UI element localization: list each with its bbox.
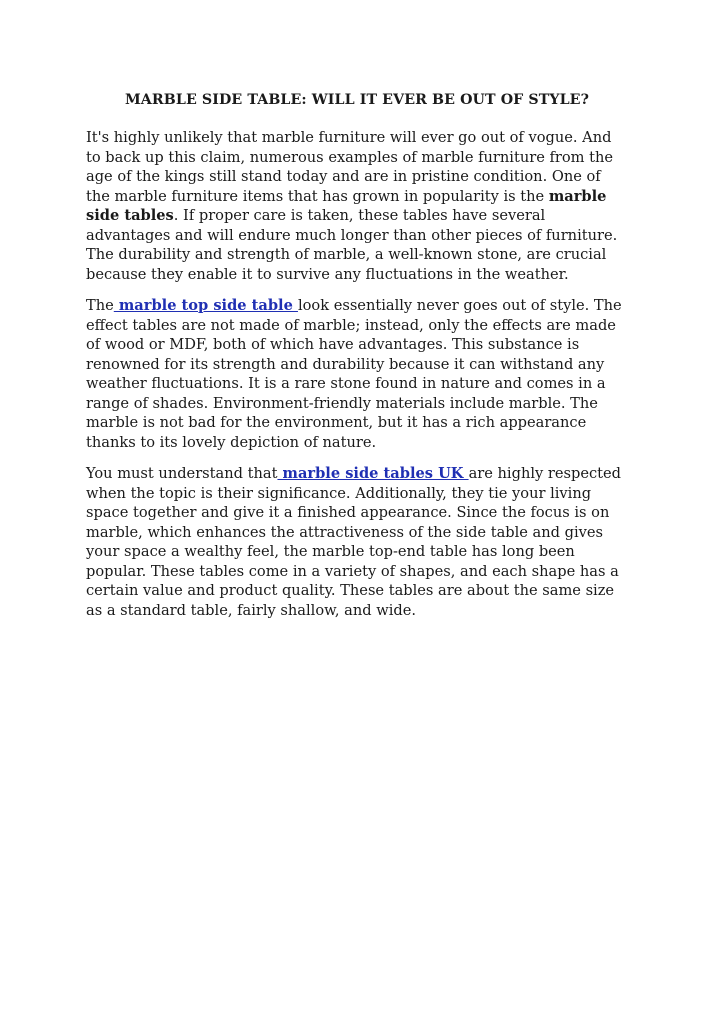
- document-title: MARBLE SIDE TABLE: WILL IT EVER BE OUT OF STYLE?: [124, 92, 590, 108]
- paragraph-1-text-after: . If proper care is taken, these tables have several advantages and will endure much longer than other pieces of furniture. The durability and strength of marble, a well-known stone, are crucial because they enable it to survive any fluctuations in the weather.: [86, 207, 618, 283]
- paragraph-3: [86, 464, 628, 620]
- paragraph-3-text-after: are highly respected when the topic is their significance. Additionally, they tie your living space together and give it a finished appearance. Since the focus is on marble, which enhances the attractiveness of the side table and gives your space a wealthy feel, the marble top-end table has long been popular. These tables come in a variety of shapes, and each shape has a certain value and product quality. These tables are about the same size as a standard table, fairly shallow, and wide.: [86, 465, 621, 619]
- paragraph-1-text-before: It's highly unlikely that marble furniture will ever go out of vogue. And to back up this claim, numerous examples of marble furniture from the age of the kings still stand today and are in pristine condition. One of the marble furniture items that has grown in popularity is the: [86, 129, 614, 205]
- paragraph-2-text-after: look essentially never goes out of style. The effect tables are not made of marble; instead, only the effects are made of wood or MDF, both of which have advantages. This substance is renowned for its strength and durability because it can withstand any weather fluctuations. It is a rare stone found in nature and comes in a range of shades. Environment-friendly materials include marble. The marble is not bad for the environment, but it has a rich appearance thanks to its lovely depiction of nature.: [86, 297, 622, 451]
- paragraph-2-text-before: The: [86, 297, 114, 314]
- marble-top-side-table-link[interactable]: marble top side table: [113, 297, 298, 314]
- paragraph-3-text-before: You must understand that: [86, 465, 278, 482]
- paragraph-1-bold-phrase: marble side tables: [86, 187, 607, 224]
- marble-side-tables-uk-link[interactable]: marble side tables UK: [277, 465, 469, 482]
- paragraph-1: [86, 128, 628, 284]
- paragraph-2: [86, 296, 628, 452]
